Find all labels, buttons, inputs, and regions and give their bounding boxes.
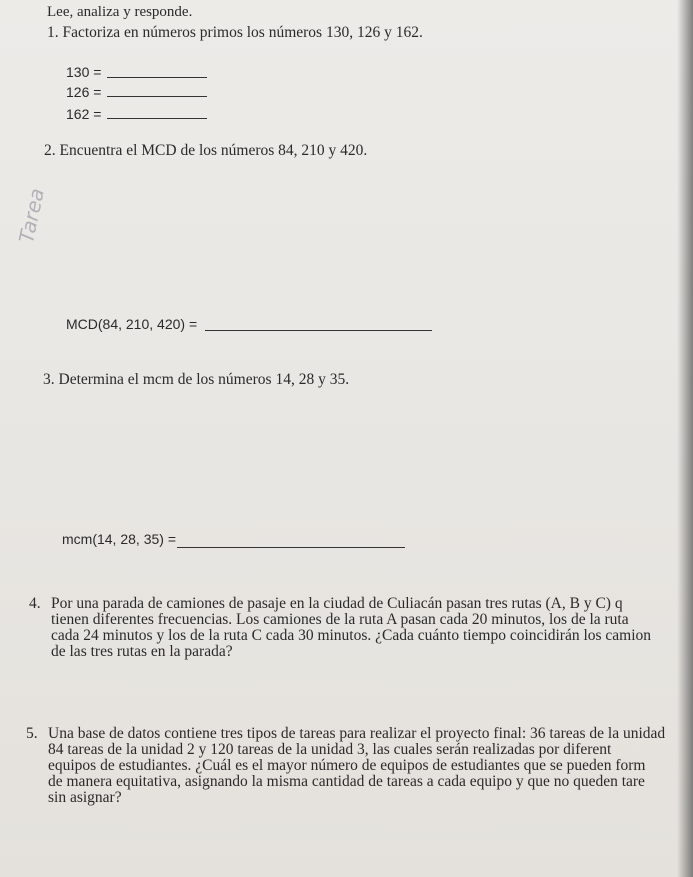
answer-line-130[interactable]	[107, 77, 207, 78]
question-5-line: Una base de datos contiene tres tipos de tareas para realizar el proyecto final: 36 tareas de la unidad	[48, 726, 666, 742]
answer-line-162[interactable]	[107, 118, 207, 119]
question-2: 2. Encuentra el MCD de los números 84, 210 y 420.	[44, 142, 368, 159]
question-4-number: 4.	[29, 595, 41, 612]
question-1: 1. Factoriza en números primos los números 130, 126 y 162.	[47, 24, 423, 41]
question-5-line: de manera equitativa, asignando la misma cantidad de tareas a cada equipo y que no queden tare	[48, 774, 645, 790]
mcd-label: MCD(84, 210, 420) =	[66, 316, 198, 332]
page-shadow	[677, 0, 693, 877]
question-4-line: de las tres rutas en la parada?	[51, 644, 233, 660]
question-4-line: cada 24 minutos y los de la ruta C cada 30 minutos. ¿Cada cuánto tiempo coincidirán los camion	[51, 628, 652, 644]
question-4	[29, 595, 675, 660]
question-5	[26, 725, 676, 806]
question-5-line: 84 tareas de la unidad 2 y 120 tareas de la unidad 3, las cuales serán realizadas por diferent	[48, 742, 612, 758]
eq-162: 162 =	[66, 106, 102, 122]
question-4-line: tienen diferentes frecuencias. Los camiones de la ruta A pasan cada 20 minutos, los de la ruta	[51, 612, 629, 628]
question-5-line: sin asignar?	[48, 790, 122, 806]
question-3: 3. Determina el mcm de los números 14, 28 y 35.	[43, 371, 350, 388]
question-5-line: equipos de estudiantes. ¿Cuál es el mayor número de equipos de estudiantes que se pueden form	[48, 758, 646, 774]
instructions: Lee, analiza y responde.	[47, 4, 193, 20]
mcd-answer-line[interactable]	[205, 330, 432, 331]
handwritten-note: Tarea	[14, 186, 49, 245]
eq-130: 130 =	[66, 64, 102, 80]
mcm-label: mcm(14, 28, 35) =	[62, 531, 176, 547]
eq-126: 126 =	[66, 84, 102, 100]
answer-line-126[interactable]	[107, 96, 207, 97]
question-4-line: Por una parada de camiones de pasaje en la ciudad de Culiacán pasan tres rutas (A, B y C) q	[51, 596, 623, 612]
question-5-number: 5.	[26, 725, 38, 742]
mcm-answer-line[interactable]	[177, 547, 405, 548]
